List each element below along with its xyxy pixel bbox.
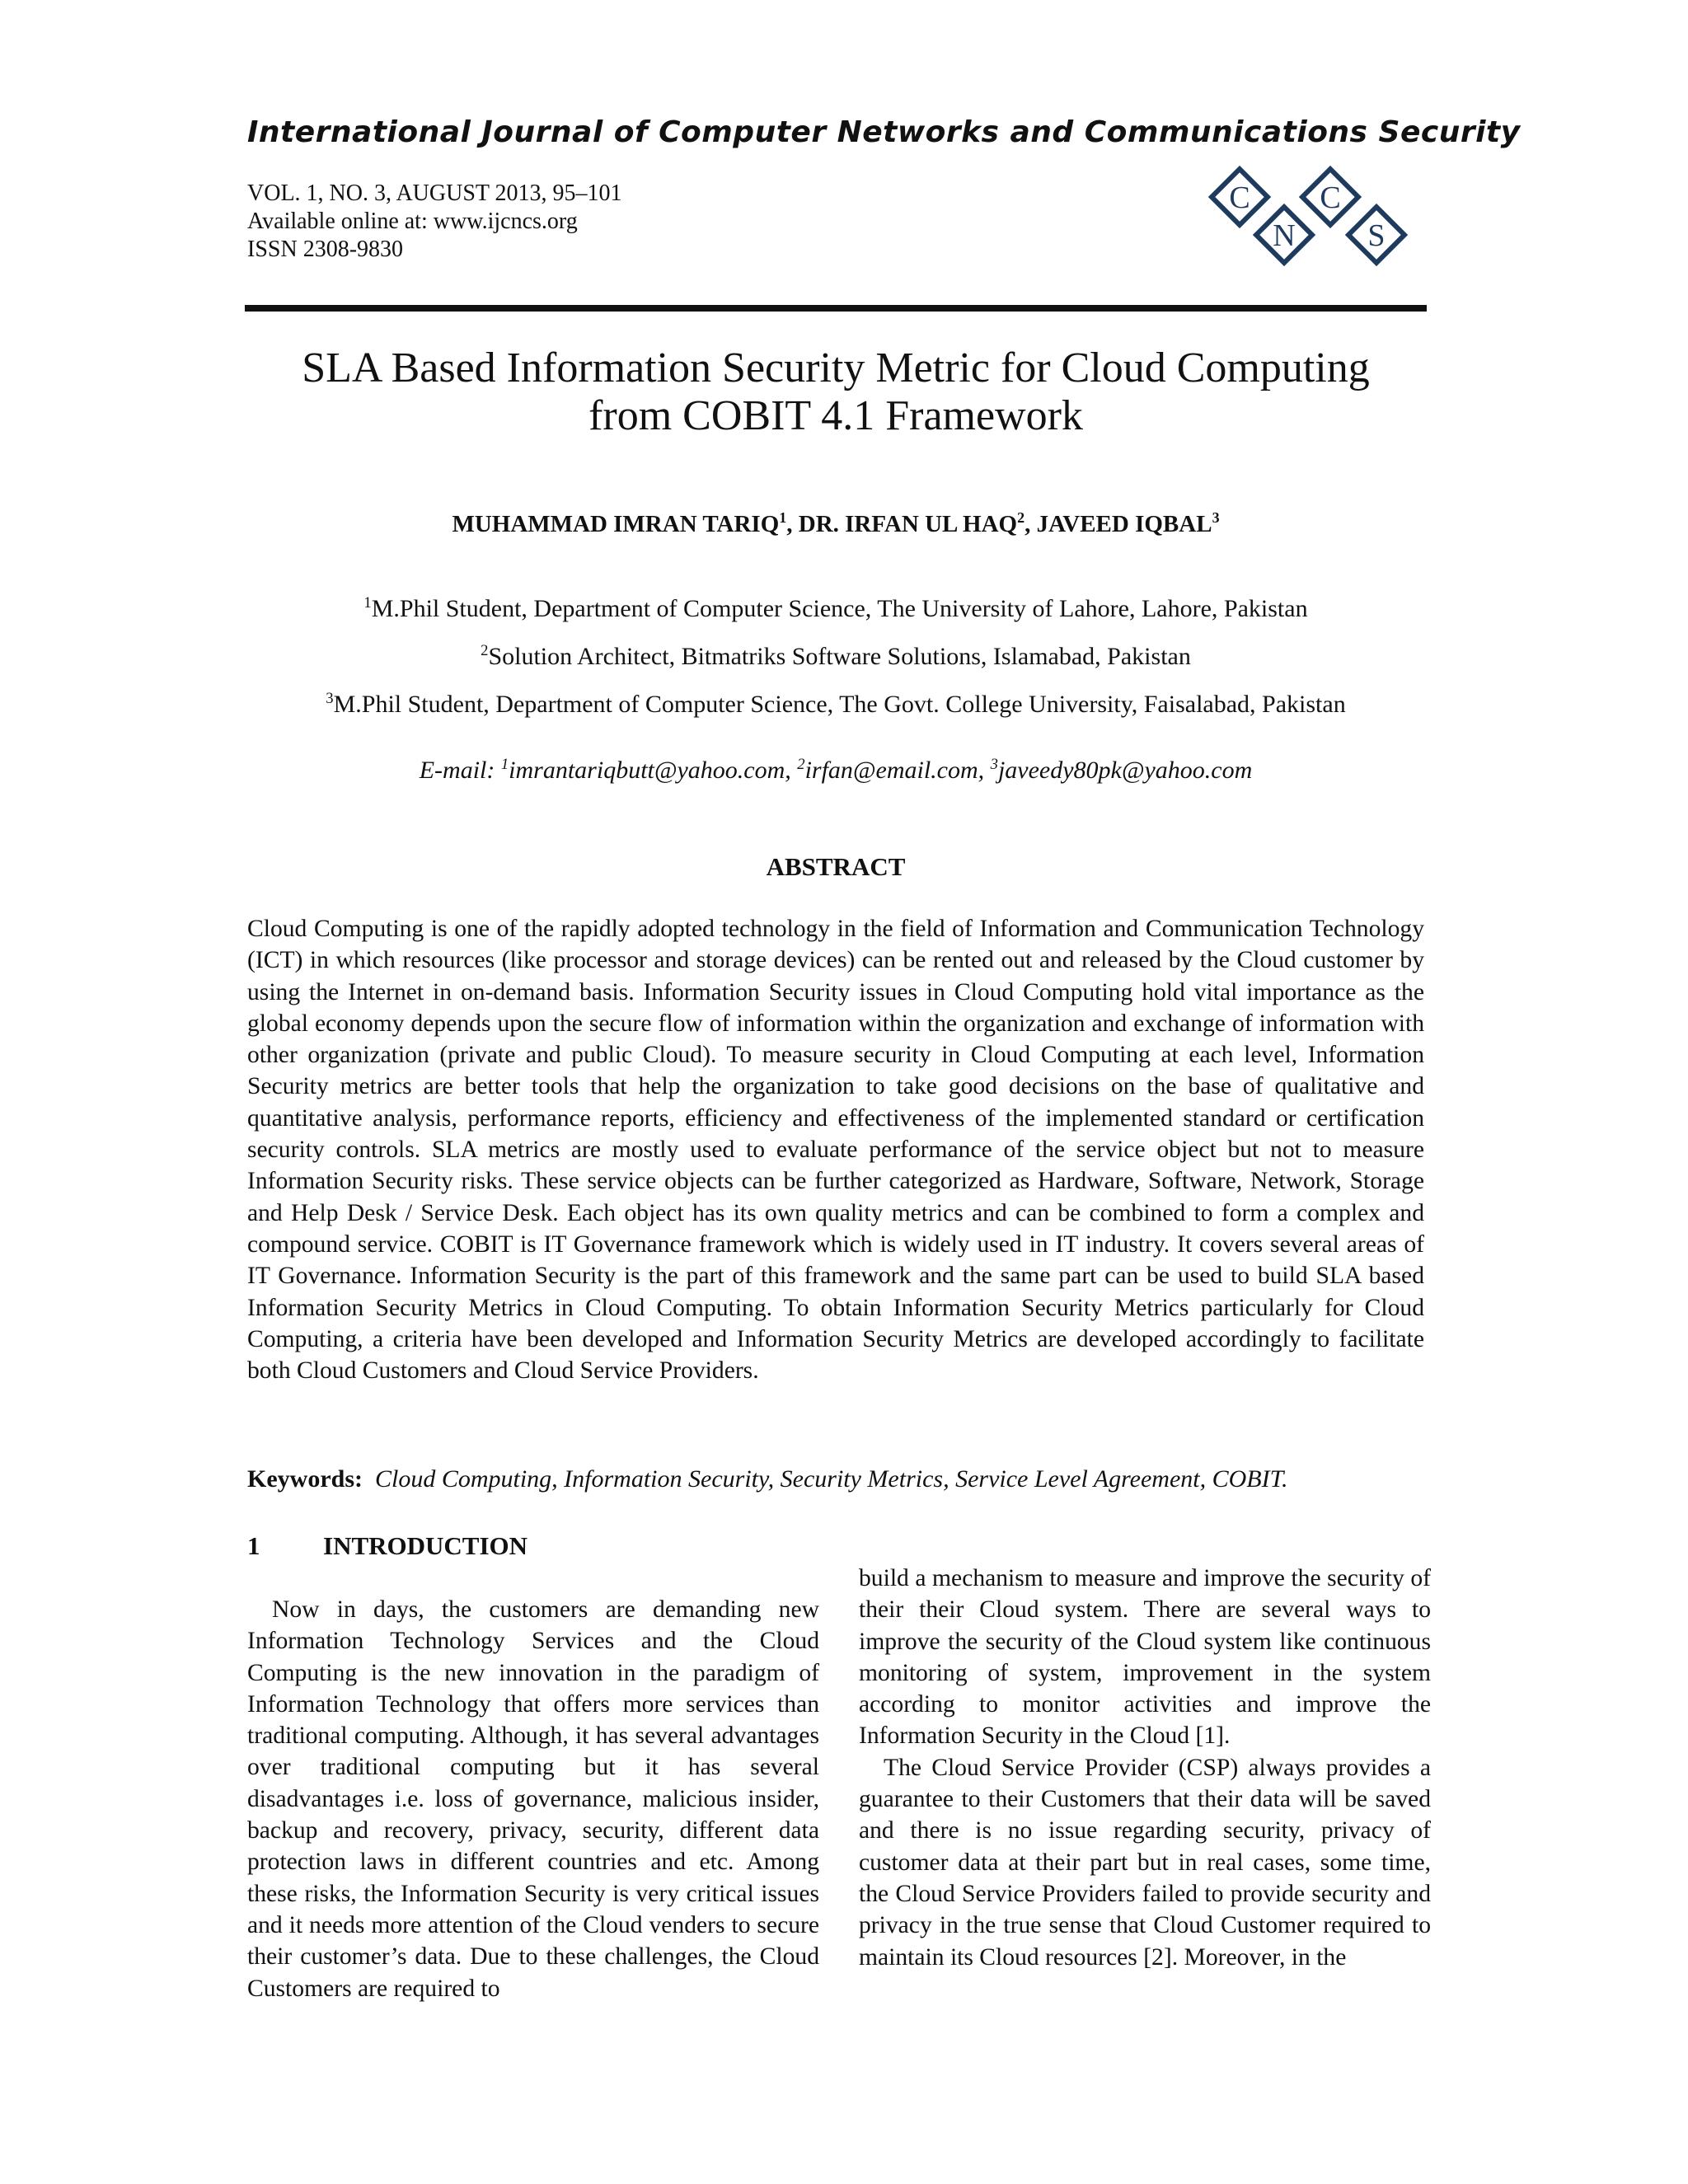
logo-letter-1: C xyxy=(1229,180,1250,215)
intro-paragraph-left: Now in days, the customers are demanding new Information Technology Services and the Cloud Computing is the new innovation in the paradigm of Information Technology that offers more services than traditional computing. Although, it has several advantages over traditional computing but it has several disadvantages i.e. loss of governance, malicious insider, backup and recovery, privacy, security, different data protection laws in different countries and etc. Among these risks, the Information Security is very critical issues and it needs more attention of the Cloud venders to secure their customer’s data. Due to these challenges, the Cloud Customers are required to xyxy=(247,1596,819,2002)
header-rule xyxy=(245,305,1427,312)
author-name: JAVEED IQBAL xyxy=(1036,511,1212,537)
right-column xyxy=(859,1563,1431,1973)
email-line xyxy=(245,757,1427,785)
affiliation xyxy=(245,691,1427,719)
keywords-text: Cloud Computing, Information Security, Security Metrics, Service Level Agreement, COBIT. xyxy=(374,1465,1288,1493)
logo-letter-3: C xyxy=(1320,180,1341,215)
section-heading xyxy=(247,1531,528,1561)
logo-letter-4: S xyxy=(1367,218,1386,253)
keywords-label: Keywords: xyxy=(247,1465,363,1493)
affiliation-mark: 1 xyxy=(363,593,372,612)
author-mark: 1 xyxy=(779,509,787,527)
online-line: Available online at: www.ijcncs.org xyxy=(247,209,578,234)
left-column xyxy=(247,1594,819,2004)
journal-title: International Journal of Computer Networks and Communications Security xyxy=(247,115,1521,149)
author-mark: 2 xyxy=(1017,509,1025,527)
email-mark: 1 xyxy=(500,755,509,773)
affiliation xyxy=(245,643,1427,671)
author-mark: 3 xyxy=(1212,509,1220,527)
intro-paragraph-right-2: The Cloud Service Provider (CSP) always provides a guarantee to their Customers that their data will be saved and there is no issue regarding security, privacy of customer data at their part but in real cases, some time, the Cloud Service Providers failed to provide security and privacy in the true sense that Cloud Customer required to maintain its Cloud resources [2]. Moreover, in the xyxy=(859,1754,1431,1971)
email-address[interactable]: javeedy80pk@yahoo.com xyxy=(997,757,1253,784)
email-address[interactable]: irfan@email.com xyxy=(804,757,978,784)
author-list xyxy=(245,511,1427,538)
abstract-heading: ABSTRACT xyxy=(766,852,906,881)
volume-line: VOL. 1, NO. 3, AUGUST 2013, 95–101 xyxy=(247,180,622,206)
title-line-1: SLA Based Information Security Metric for Cloud Computing xyxy=(302,344,1370,391)
affiliation-text: M.Phil Student, Department of Computer Science, The University of Lahore, Lahore, Pakistan xyxy=(371,595,1308,622)
abstract-text: Cloud Computing is one of the rapidly adopted technology in the field of Information and Communication Technology (ICT) in which resources (like processor and storage devices) can be rented out and released by the Cloud customer by using the Internet in on-demand basis. Information Security issues in Cloud Computing hold vital importance as the global economy depends upon the secure flow of information within the organization and exchange of information with other organization (private and public Cloud). To measure security in Cloud Computing at each level, Information Security metrics are better tools that help the organization to take good decisions on the base of qualitative and quantitative analysis, performance reports, efficiency and effectiveness of the implemented standard or certification security controls. SLA metrics are mostly used to evaluate performance of the service object but not to measure Information Security risks. These service objects can be further categorized as Hardware, Software, Network, Storage and Help Desk / Service Desk. Each object has its own quality metrics and can be combined to form a complex and compound service. COBIT is IT Governance framework which is widely used in IT industry. It covers several areas of IT Governance. Information Security is the part of this framework and the same part can be used to build SLA based Information Security Metrics in Cloud Computing. To obtain Information Security Metrics particularly for Cloud Computing, a criteria have been developed and Information Security Metrics are developed accordingly to facilitate both Cloud Customers and Cloud Service Providers. xyxy=(247,916,1424,1385)
affiliation-text: Solution Architect, Bitmatriks Software Solutions, Islamabad, Pakistan xyxy=(488,643,1191,670)
affiliation-mark: 2 xyxy=(481,641,489,659)
author-name: MUHAMMAD IMRAN TARIQ xyxy=(452,511,780,537)
email-address[interactable]: imrantariqbutt@yahoo.com xyxy=(509,757,785,784)
title-line-2: from COBIT 4.1 Framework xyxy=(588,392,1083,439)
section-number: 1 xyxy=(247,1531,260,1560)
email-separator: , xyxy=(978,757,991,784)
email-separator: , xyxy=(785,757,798,784)
email-prefix: E-mail: xyxy=(419,757,501,784)
affiliation-text: M.Phil Student, Department of Computer Science, The Govt. College University, Faisalabad, Pakistan xyxy=(333,691,1346,718)
journal-logo xyxy=(1203,161,1426,272)
section-title: INTRODUCTION xyxy=(323,1531,528,1560)
email-mark: 2 xyxy=(797,755,805,773)
affiliation-mark: 3 xyxy=(326,689,334,707)
logo-letter-2: N xyxy=(1273,218,1296,253)
email-mark: 3 xyxy=(990,755,998,773)
affiliation xyxy=(245,595,1427,623)
paper-title xyxy=(245,344,1427,440)
author-name: DR. IRFAN UL HAQ xyxy=(798,511,1018,537)
keywords xyxy=(247,1465,1426,1493)
author-separator: , xyxy=(786,511,799,537)
intro-paragraph-right-1: build a mechanism to measure and improve the security of their their Cloud system. There are several ways to improve the security of the Cloud system like continuous monitoring of system, improvement in the system according to monitor activities and improve the Information Security in the Cloud [1]. xyxy=(859,1565,1431,1750)
author-separator: , xyxy=(1025,511,1037,537)
issn-line: ISSN 2308-9830 xyxy=(247,237,404,262)
